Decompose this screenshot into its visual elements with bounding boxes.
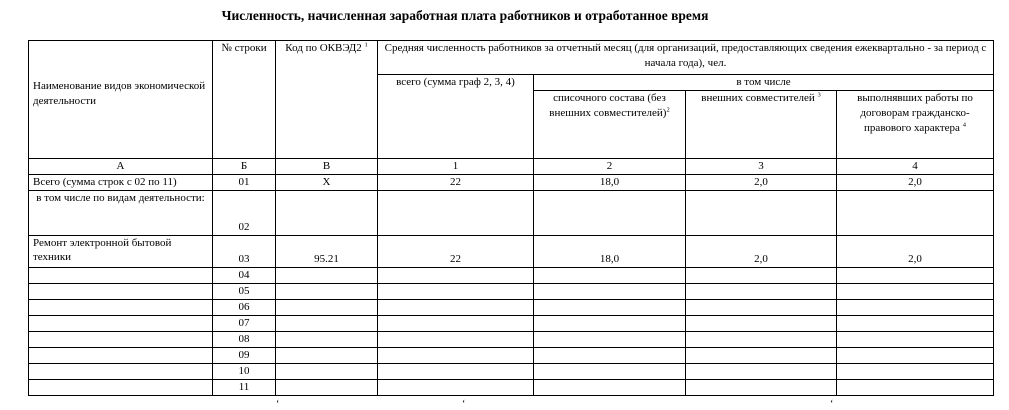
civil-value: 2,0 (837, 235, 994, 267)
index-cell: 1 (378, 158, 534, 174)
external-value: 2,0 (686, 235, 837, 267)
table-row (29, 379, 994, 395)
footnote-3: 3 (817, 91, 821, 99)
total-value (378, 190, 534, 235)
list-value: 18,0 (534, 174, 686, 190)
employee-table (28, 40, 994, 396)
cut-off-mark: ‘ (462, 399, 466, 410)
header-row-number: № строки (213, 41, 276, 159)
line-number: 04 (213, 267, 276, 283)
table-row (29, 174, 994, 190)
activity-name: Ремонт электронной бытовой техники (29, 235, 213, 267)
header-external: внешних совместителей $^3$ (686, 90, 837, 158)
table-row (29, 190, 994, 235)
line-number: 08 (213, 331, 276, 347)
activity-name: Всего (сумма строк с 02 по 11) (29, 174, 213, 190)
header-including: в том числе (534, 75, 994, 91)
external-value (686, 190, 837, 235)
index-cell: А (29, 158, 213, 174)
table-row (29, 331, 994, 347)
table-row (29, 299, 994, 315)
index-cell: Б (213, 158, 276, 174)
header-total: всего (сумма граф 2, 3, 4) (378, 75, 534, 159)
header-civil-contracts: выполнявших работы по договорам гражданско-правового характера $^4$ (837, 90, 994, 158)
index-cell: 2 (534, 158, 686, 174)
cut-off-mark: ‘ (830, 399, 834, 410)
footnote-4: 4 (962, 120, 966, 128)
line-number: 11 (213, 379, 276, 395)
header-okved-code: Код по ОКВЭД2 $^1$ (276, 41, 378, 159)
index-cell: В (276, 158, 378, 174)
line-number: 02 (213, 190, 276, 235)
table-row (29, 363, 994, 379)
line-number: 09 (213, 347, 276, 363)
list-value (534, 190, 686, 235)
line-number: 05 (213, 283, 276, 299)
header-average-headcount: Средняя численность работников за отчетный месяц (для организаций, предоставляющих сведения ежеквартально - за период с начала года), чел. (378, 41, 994, 75)
index-cell: 4 (837, 158, 994, 174)
table-row (29, 235, 994, 267)
footnote-2: 2 (666, 106, 670, 114)
okved-code: 95.21 (276, 235, 378, 267)
index-row (29, 158, 994, 174)
total-value: 22 (378, 174, 534, 190)
line-number: 03 (213, 235, 276, 267)
okved-code: X (276, 174, 378, 190)
list-value: 18,0 (534, 235, 686, 267)
table-row (29, 267, 994, 283)
table-row (29, 347, 994, 363)
external-value: 2,0 (686, 174, 837, 190)
footnote-1: 1 (364, 41, 368, 49)
civil-value: 2,0 (837, 174, 994, 190)
header-list-staff: списочного состава (без внешних совместителей)$^2$ (534, 90, 686, 158)
index-cell: 3 (686, 158, 837, 174)
page-title: Численность, начисленная заработная плата работников и отработанное время (221, 8, 709, 23)
line-number: 06 (213, 299, 276, 315)
activity-name: в том числе по видам деятельности: (29, 190, 213, 235)
line-number: 10 (213, 363, 276, 379)
civil-value (837, 190, 994, 235)
cut-off-mark: ‘ (276, 399, 280, 410)
okved-code (276, 190, 378, 235)
total-value: 22 (378, 235, 534, 267)
table-row (29, 283, 994, 299)
line-number: 07 (213, 315, 276, 331)
table-row (29, 315, 994, 331)
header-activity-name: Наименование видов экономической деятельности (29, 41, 213, 159)
line-number: 01 (213, 174, 276, 190)
